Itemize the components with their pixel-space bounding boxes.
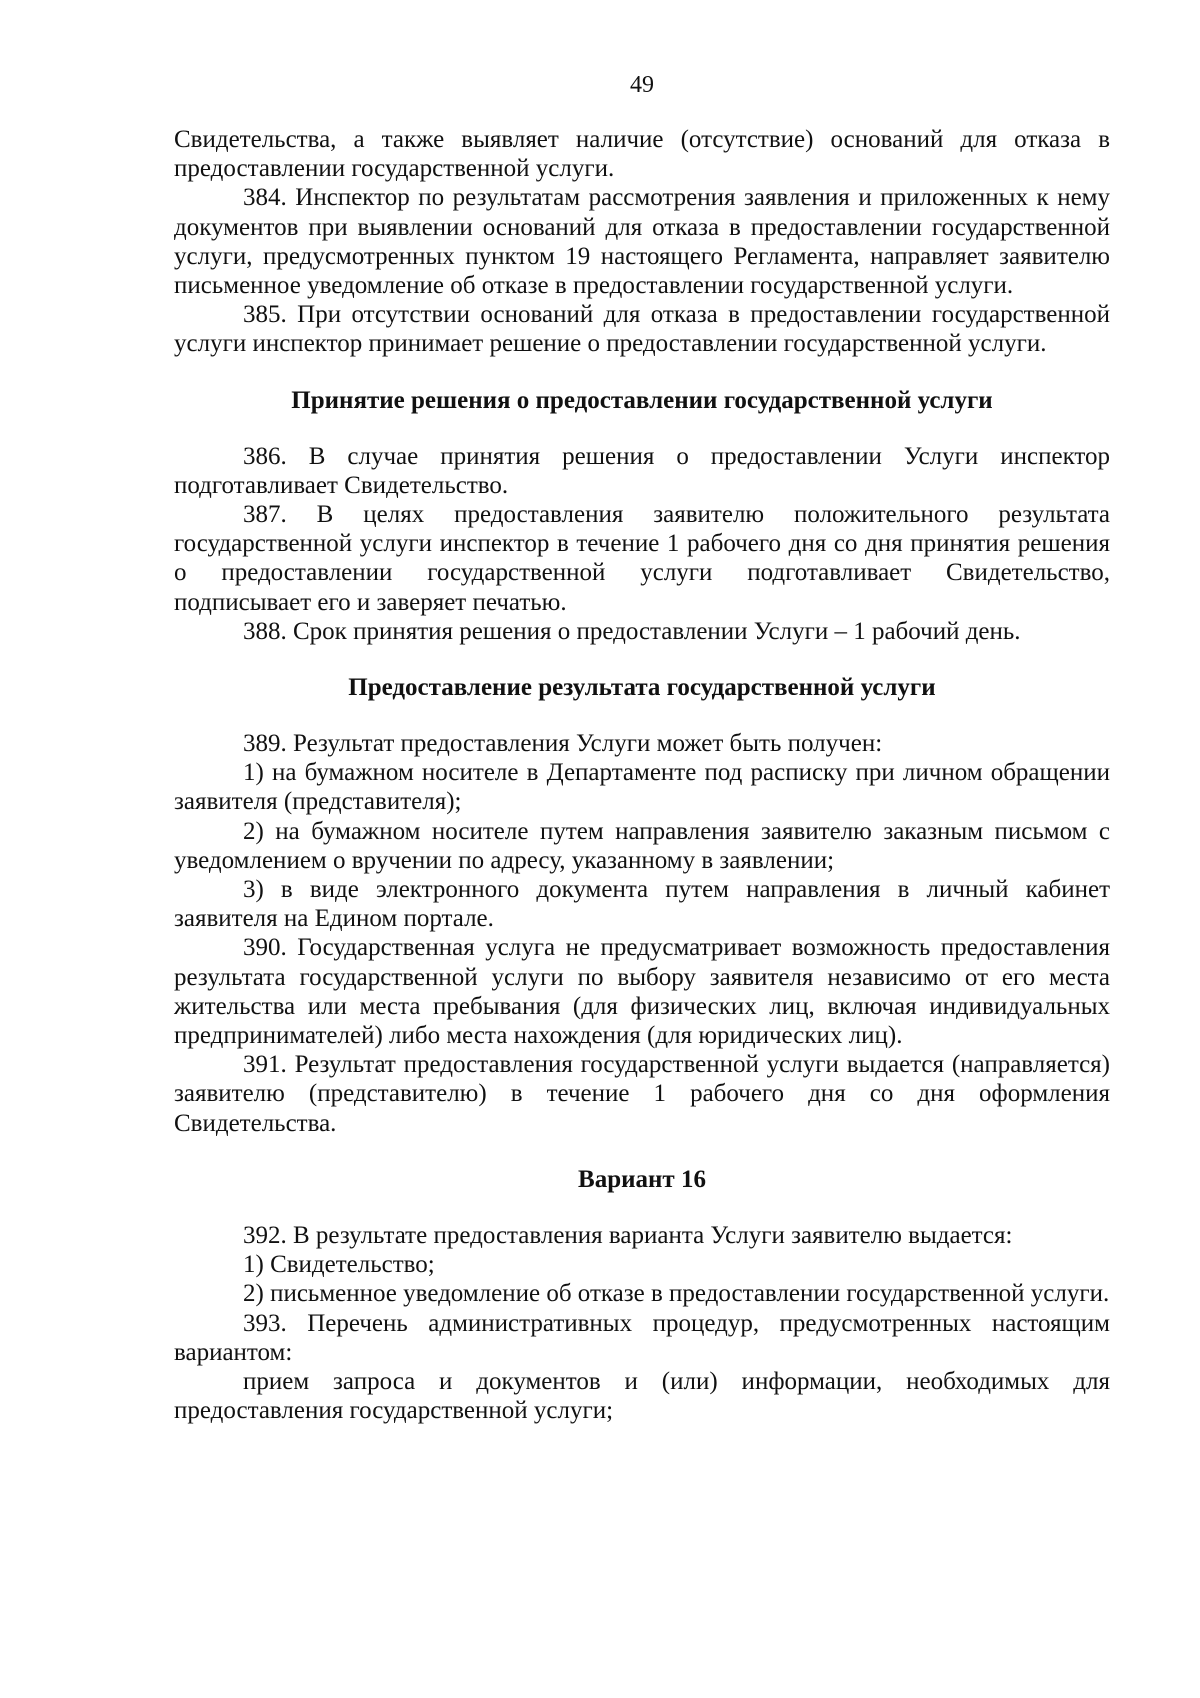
section-heading-variant-16: Вариант 16 [578, 1165, 706, 1193]
paragraph-389: 389. Результат предоставления Услуги может быть получен: [243, 730, 883, 758]
paragraph-388: 388. Срок принятия решения о предоставлении Услуги – 1 рабочий день. [243, 617, 1021, 645]
list-item-393-1: прием запроса и документов и (или) информации, необходимых для предоставления государственной услуги; [174, 1367, 1110, 1425]
list-item-392-1: 1) Свидетельство; [243, 1251, 435, 1279]
list-item-389-3: 3) в виде электронного документа путем направления в личный кабинет заявителя на Едином портале. [174, 876, 1110, 933]
paragraph-390: 390. Государственная услуга не предусматривает возможность предоставления результата государственной услуги по выбору заявителя независимо от его места жительства или места пребывания (для физических лиц, включая индивидуальных предпринимателей) либо места нахождения (для юридических лиц). [174, 934, 1110, 1050]
paragraph-385: 385. При отсутствии оснований для отказа в предоставлении государственной услуги инспектор принимает решение о предоставлении государственной услуги. [174, 301, 1110, 358]
section-heading-decision: Принятие решения о предоставлении государственной услуги [291, 386, 993, 414]
paragraph-continuation: Свидетельства, а также выявляет наличие (отсутствие) оснований для отказа в предоставлении государственной услуги. [174, 126, 1110, 183]
paragraph-387: 387. В целях предоставления заявителю положительного результата государственной услуги инспектор в течение 1 рабочего дня со дня принятия решения о предоставлении государственной услуги подготавливает Свидетельство, подписывает его и заверяет печатью. [174, 501, 1110, 616]
paragraph-393: 393. Перечень административных процедур, предусмотренных настоящим вариантом: [174, 1309, 1110, 1366]
paragraph-386: 386. В случае принятия решения о предоставлении Услуги инспектор подготавливает Свидетельство. [174, 442, 1110, 499]
list-item-389-1: 1) на бумажном носителе в Департаменте под расписку при личном обращении заявителя (представителя); [174, 759, 1110, 816]
paragraph-392: 392. В результате предоставления варианта Услуги заявителю выдается: [243, 1221, 1013, 1249]
document-body [174, 125, 1110, 1425]
list-item-392-2: 2) письменное уведомление об отказе в предоставлении государственной услуги. [243, 1280, 1110, 1308]
page-number: 49 [630, 72, 654, 98]
list-item-389-2: 2) на бумажном носителе путем направления заявителю заказным письмом с уведомлением о вручении по адресу, указанному в заявлении; [174, 817, 1110, 874]
paragraph-384: 384. Инспектор по результатам рассмотрения заявления и приложенных к нему документов при выявлении оснований для отказа в предоставлении государственной услуги, предусмотренных пунктом 19 настоящего Регламента, направляет заявителю письменное уведомление об отказе в предоставлении государственной услуги. [174, 184, 1110, 300]
section-heading-result: Предоставление результата государственной услуги [348, 674, 936, 702]
paragraph-391: 391. Результат предоставления государственной услуги выдается (направляется) заявителю (представителю) в течение 1 рабочего дня со дня оформления Свидетельства. [174, 1051, 1110, 1137]
